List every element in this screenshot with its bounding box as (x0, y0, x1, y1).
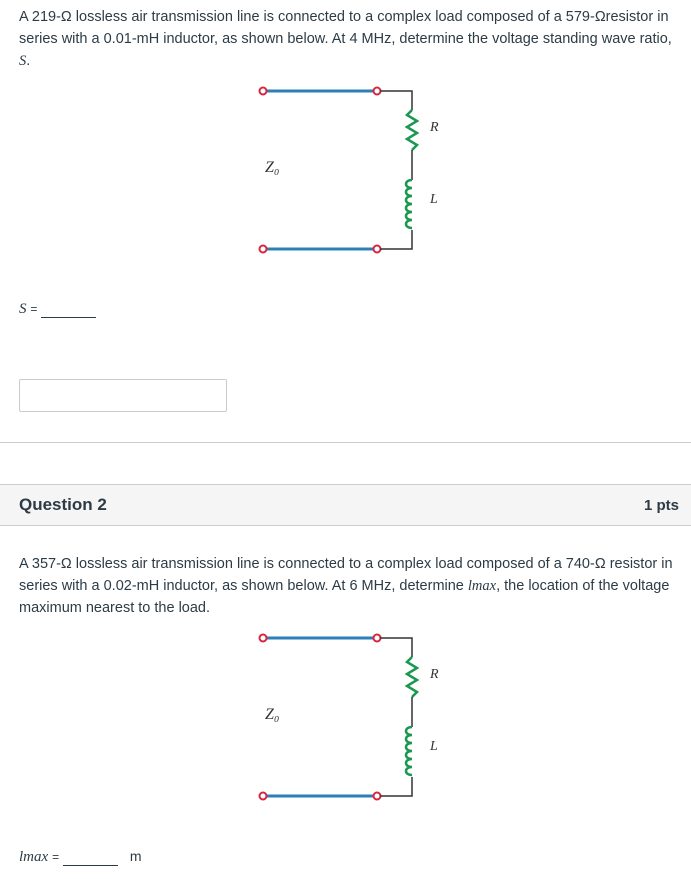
l-label: L (430, 739, 438, 754)
answer-symbol-lmax: lmax (19, 849, 49, 865)
r-label: R (430, 120, 439, 135)
symbol-lmax: lmax (467, 578, 497, 594)
z0-label: Z₀ (265, 159, 280, 176)
question-2-body-end: , the location of the voltage maximum nearest to the load. (19, 578, 670, 616)
inductor-symbol (406, 727, 412, 775)
answer-symbol-s: S (19, 301, 27, 317)
inductor-symbol (406, 180, 412, 228)
unit-label: m (129, 848, 142, 864)
symbol-s: S (19, 53, 27, 69)
answer-input-q1[interactable] (19, 379, 227, 412)
question-1-text (19, 6, 679, 72)
question-2-text (19, 553, 679, 619)
resistor-symbol (407, 110, 417, 150)
load-terminal-bottom (374, 246, 381, 253)
question-2-body: A 357-Ω lossless air transmission line is connected to a complex load composed of a 740-Ω resistor in series with a 0.02-mH inductor, as shown below. At 6 MHz, determine (19, 556, 673, 594)
load-terminal-top (374, 635, 381, 642)
question-2-header (0, 484, 691, 526)
answer-line-q1 (19, 300, 96, 318)
answer-line-q2 (19, 848, 142, 866)
r-label: R (430, 667, 439, 682)
equals-sign: = (52, 850, 60, 864)
answer-blank-lmax[interactable] (63, 865, 118, 866)
question-1-body: A 219-Ω lossless air transmission line is connected to a complex load composed of a 579-Ωresistor in series with a 0.01-mH inductor, as shown below. At 4 MHz, determine the voltage standing wave ratio, (19, 9, 672, 47)
equals-sign: = (30, 302, 38, 316)
input-terminal-bottom (260, 793, 267, 800)
load-terminal-bottom (374, 793, 381, 800)
l-label: L (430, 192, 438, 207)
question-2-points: 1 pts (643, 497, 679, 514)
answer-blank-s[interactable] (41, 317, 96, 318)
question-1-body-end: . (26, 53, 31, 69)
resistor-symbol (407, 657, 417, 697)
circuit-diagram-2 (250, 627, 450, 807)
circuit-diagram-1 (250, 80, 450, 260)
input-terminal-top (260, 88, 267, 95)
question-divider (0, 442, 691, 443)
question-2-title: Question 2 (19, 495, 107, 514)
load-terminal-top (374, 88, 381, 95)
input-terminal-top (260, 635, 267, 642)
z0-label: Z₀ (265, 706, 280, 723)
input-terminal-bottom (260, 246, 267, 253)
